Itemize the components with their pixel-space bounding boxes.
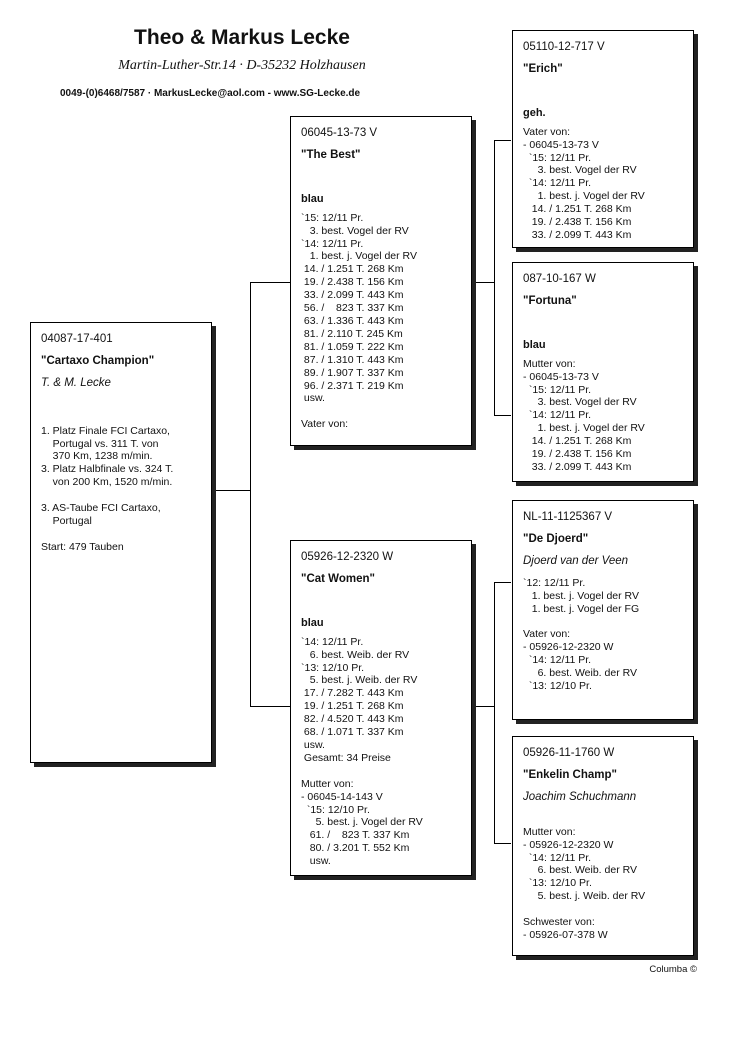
info-line — [301, 765, 461, 778]
info-line: Portugal vs. 311 T. von — [41, 437, 159, 450]
ring-number: 05926-12-2320 W — [301, 551, 394, 563]
connector-fm-h — [494, 415, 511, 416]
info-line: Portugal — [41, 514, 92, 527]
performance-lines — [523, 813, 683, 942]
ring-number: 04087-17-401 — [41, 333, 113, 345]
performance-lines — [523, 126, 683, 242]
info-line: von 200 Km, 1520 m/min. — [41, 476, 173, 489]
info-line: 96. / 2.371 T. 219 Km — [301, 379, 404, 392]
bird-name: "Cat Women" — [301, 572, 375, 585]
info-line: `15: 12/11 Pr. — [523, 383, 592, 396]
info-line: `14: 12/11 Pr. — [523, 851, 592, 864]
info-line: 81. / 1.059 T. 222 Km — [301, 340, 404, 353]
breeder-empty — [301, 171, 461, 184]
connector-mother-out — [472, 706, 494, 707]
connector-subject-v — [250, 282, 251, 707]
bird-color: blau — [301, 616, 324, 629]
info-line: 89. / 1.907 T. 337 Km — [301, 366, 404, 379]
info-line: 81. / 2.110 T. 245 Km — [301, 327, 403, 340]
bird-color: blau — [523, 338, 546, 351]
info-line — [301, 405, 461, 418]
info-line: 19. / 2.438 T. 156 Km — [523, 216, 632, 229]
ff-card — [512, 30, 694, 248]
info-line: 370 Km, 1238 m/min. — [41, 450, 153, 463]
breeder-address: Martin-Luther-Str.14 · D-35232 Holzhausen — [118, 58, 366, 73]
ring-number: 087-10-167 W — [523, 273, 596, 285]
connector-mf-h — [494, 582, 511, 583]
info-line: 1. best. j. Vogel der FG — [523, 602, 640, 615]
info-line: 17. / 7.282 T. 443 Km — [301, 687, 404, 700]
bird-color: geh. — [523, 106, 546, 119]
info-line: 14. / 1.251 T. 268 Km — [523, 203, 632, 216]
info-line — [41, 399, 201, 412]
connector-father-out — [472, 282, 494, 283]
ring-number: NL-11-1125367 V — [523, 511, 613, 523]
info-line: 6. best. Weib. der RV — [523, 864, 637, 877]
connector-mother-h — [250, 706, 290, 707]
mother-card — [290, 540, 472, 876]
info-line: 33. / 2.099 T. 443 Km — [523, 228, 632, 241]
info-line: `14: 12/11 Pr. — [301, 237, 364, 250]
info-line: `14: 12/11 Pr. — [523, 654, 592, 667]
info-line: `15: 12/11 Pr. — [301, 211, 364, 224]
ring-number: 05926-11-1760 W — [523, 747, 615, 759]
info-line: usw. — [301, 738, 325, 751]
connector-father-h — [250, 282, 290, 283]
info-line: Mutter von: — [301, 777, 354, 790]
info-line: usw. — [301, 855, 331, 868]
info-line: Gesamt: 34 Preise — [301, 751, 391, 764]
ring-number: 06045-13-73 V — [301, 127, 378, 139]
info-line: - 06045-13-73 V — [523, 138, 599, 151]
ring-number: 05110-12-717 V — [523, 41, 605, 53]
father-card — [290, 116, 472, 446]
info-line: 14. / 1.251 T. 268 Km — [301, 263, 404, 276]
performance-lines — [301, 212, 461, 431]
breeder-empty — [301, 595, 461, 608]
breeder: Djoerd van der Veen — [523, 554, 629, 567]
breeder-empty — [523, 85, 683, 98]
bird-name: "De Djoerd" — [523, 532, 589, 545]
info-line — [41, 489, 201, 502]
info-line: 1. best. j. Vogel der RV — [523, 422, 645, 435]
bird-name: "The Best" — [301, 148, 361, 161]
info-line: 56. / 823 T. 337 Km — [301, 302, 404, 315]
info-line: `14: 12/11 Pr. — [301, 635, 364, 648]
info-line: Schwester von: — [523, 916, 595, 929]
info-line: Vater von: — [301, 418, 349, 431]
info-line: 3. Platz Halbfinale vs. 324 T. — [41, 463, 174, 476]
info-line: 14. / 1.251 T. 268 Km — [523, 435, 632, 448]
info-line: Vater von: — [523, 628, 571, 641]
info-line: 1. best. j. Vogel der RV — [523, 190, 645, 203]
info-line: Mutter von: — [523, 825, 576, 838]
breeder-name: Theo & Markus Lecke — [134, 26, 350, 49]
mf-card — [512, 500, 694, 720]
info-line: 80. / 3.201 T. 552 Km — [301, 842, 410, 855]
info-line: 33. / 2.099 T. 443 Km — [523, 460, 632, 473]
info-line: 1. Platz Finale FCI Cartaxo, — [41, 424, 170, 437]
info-line: Start: 479 Tauben — [41, 540, 124, 553]
info-line: `14: 12/11 Pr. — [523, 409, 592, 422]
info-line: `12: 12/11 Pr. — [523, 576, 586, 589]
bird-name: "Fortuna" — [523, 294, 577, 307]
info-line: `15: 12/10 Pr. — [301, 803, 370, 816]
breeder: T. & M. Lecke — [41, 376, 111, 389]
info-line — [41, 412, 201, 425]
bird-name: "Enkelin Champ" — [523, 768, 617, 781]
breeder-empty — [523, 317, 683, 330]
copyright: Columba © — [649, 964, 697, 975]
connector-ff-h — [494, 140, 511, 141]
info-line: 3. best. Vogel der RV — [301, 224, 409, 237]
performance-lines — [41, 399, 201, 554]
info-line: 87. / 1.310 T. 443 Km — [301, 353, 404, 366]
info-line: 3. AS-Taube FCI Cartaxo, — [41, 502, 161, 515]
performance-lines — [523, 577, 683, 693]
connector-subject-h — [212, 490, 250, 491]
performance-lines — [523, 358, 683, 474]
info-line: 33. / 2.099 T. 443 Km — [301, 289, 404, 302]
info-line: `15: 12/11 Pr. — [523, 151, 592, 164]
info-line: 6. best. Weib. der RV — [301, 648, 410, 661]
info-line: 1. best. j. Vogel der RV — [301, 250, 417, 263]
info-line: Vater von: — [523, 125, 571, 138]
info-line: - 05926-12-2320 W — [523, 641, 614, 654]
info-line: 5. best. j. Weib. der RV — [523, 890, 646, 903]
info-line: - 06045-14-143 V — [301, 790, 383, 803]
info-line: `13: 12/10 Pr. — [301, 661, 365, 674]
info-line: 19. / 2.438 T. 156 Km — [523, 448, 632, 461]
info-line — [523, 813, 683, 826]
info-line: 1. best. j. Vogel der RV — [523, 589, 639, 602]
info-line: 19. / 2.438 T. 156 Km — [301, 276, 404, 289]
info-line: - 06045-13-73 V — [523, 370, 599, 383]
info-line: - 05926-07-378 W — [523, 928, 608, 941]
info-line: Mutter von: — [523, 357, 576, 370]
info-line: `13: 12/10 Pr. — [523, 680, 592, 693]
info-line: 3. best. Vogel der RV — [523, 396, 637, 409]
connector-mm-h — [494, 843, 511, 844]
breeder: Joachim Schuchmann — [523, 790, 637, 803]
breeder-contact: 0049-(0)6468/7587 · MarkusLecke@aol.com - www.SG-Lecke.de — [60, 88, 361, 99]
info-line: 63. / 1.336 T. 443 Km — [301, 314, 404, 327]
subject-card — [30, 322, 212, 763]
info-line — [41, 528, 201, 541]
info-line: - 05926-12-2320 W — [523, 838, 614, 851]
performance-lines — [301, 636, 461, 868]
bird-color: blau — [301, 192, 324, 205]
info-line: 19. / 1.251 T. 268 Km — [301, 700, 404, 713]
info-line: 68. / 1.071 T. 337 Km — [301, 726, 404, 739]
info-line: 3. best. Vogel der RV — [523, 164, 637, 177]
bird-name: "Erich" — [523, 62, 563, 75]
fm-card — [512, 262, 694, 482]
info-line: `13: 12/10 Pr. — [523, 877, 592, 890]
info-line: 61. / 823 T. 337 Km — [301, 829, 410, 842]
info-line: 82. / 4.520 T. 443 Km — [301, 713, 404, 726]
info-line — [523, 616, 683, 629]
bird-name: "Cartaxo Champion" — [41, 354, 155, 367]
mm-card — [512, 736, 694, 956]
info-line: `14: 12/11 Pr. — [523, 177, 592, 190]
connector-father-v — [494, 140, 495, 416]
info-line: 5. best. j. Weib. der RV — [301, 674, 418, 687]
info-line: 6. best. Weib. der RV — [523, 667, 637, 680]
info-line — [523, 903, 683, 916]
info-line: usw. — [301, 392, 325, 405]
info-line: 5. best. j. Vogel der RV — [301, 816, 423, 829]
connector-mother-v — [494, 582, 495, 844]
